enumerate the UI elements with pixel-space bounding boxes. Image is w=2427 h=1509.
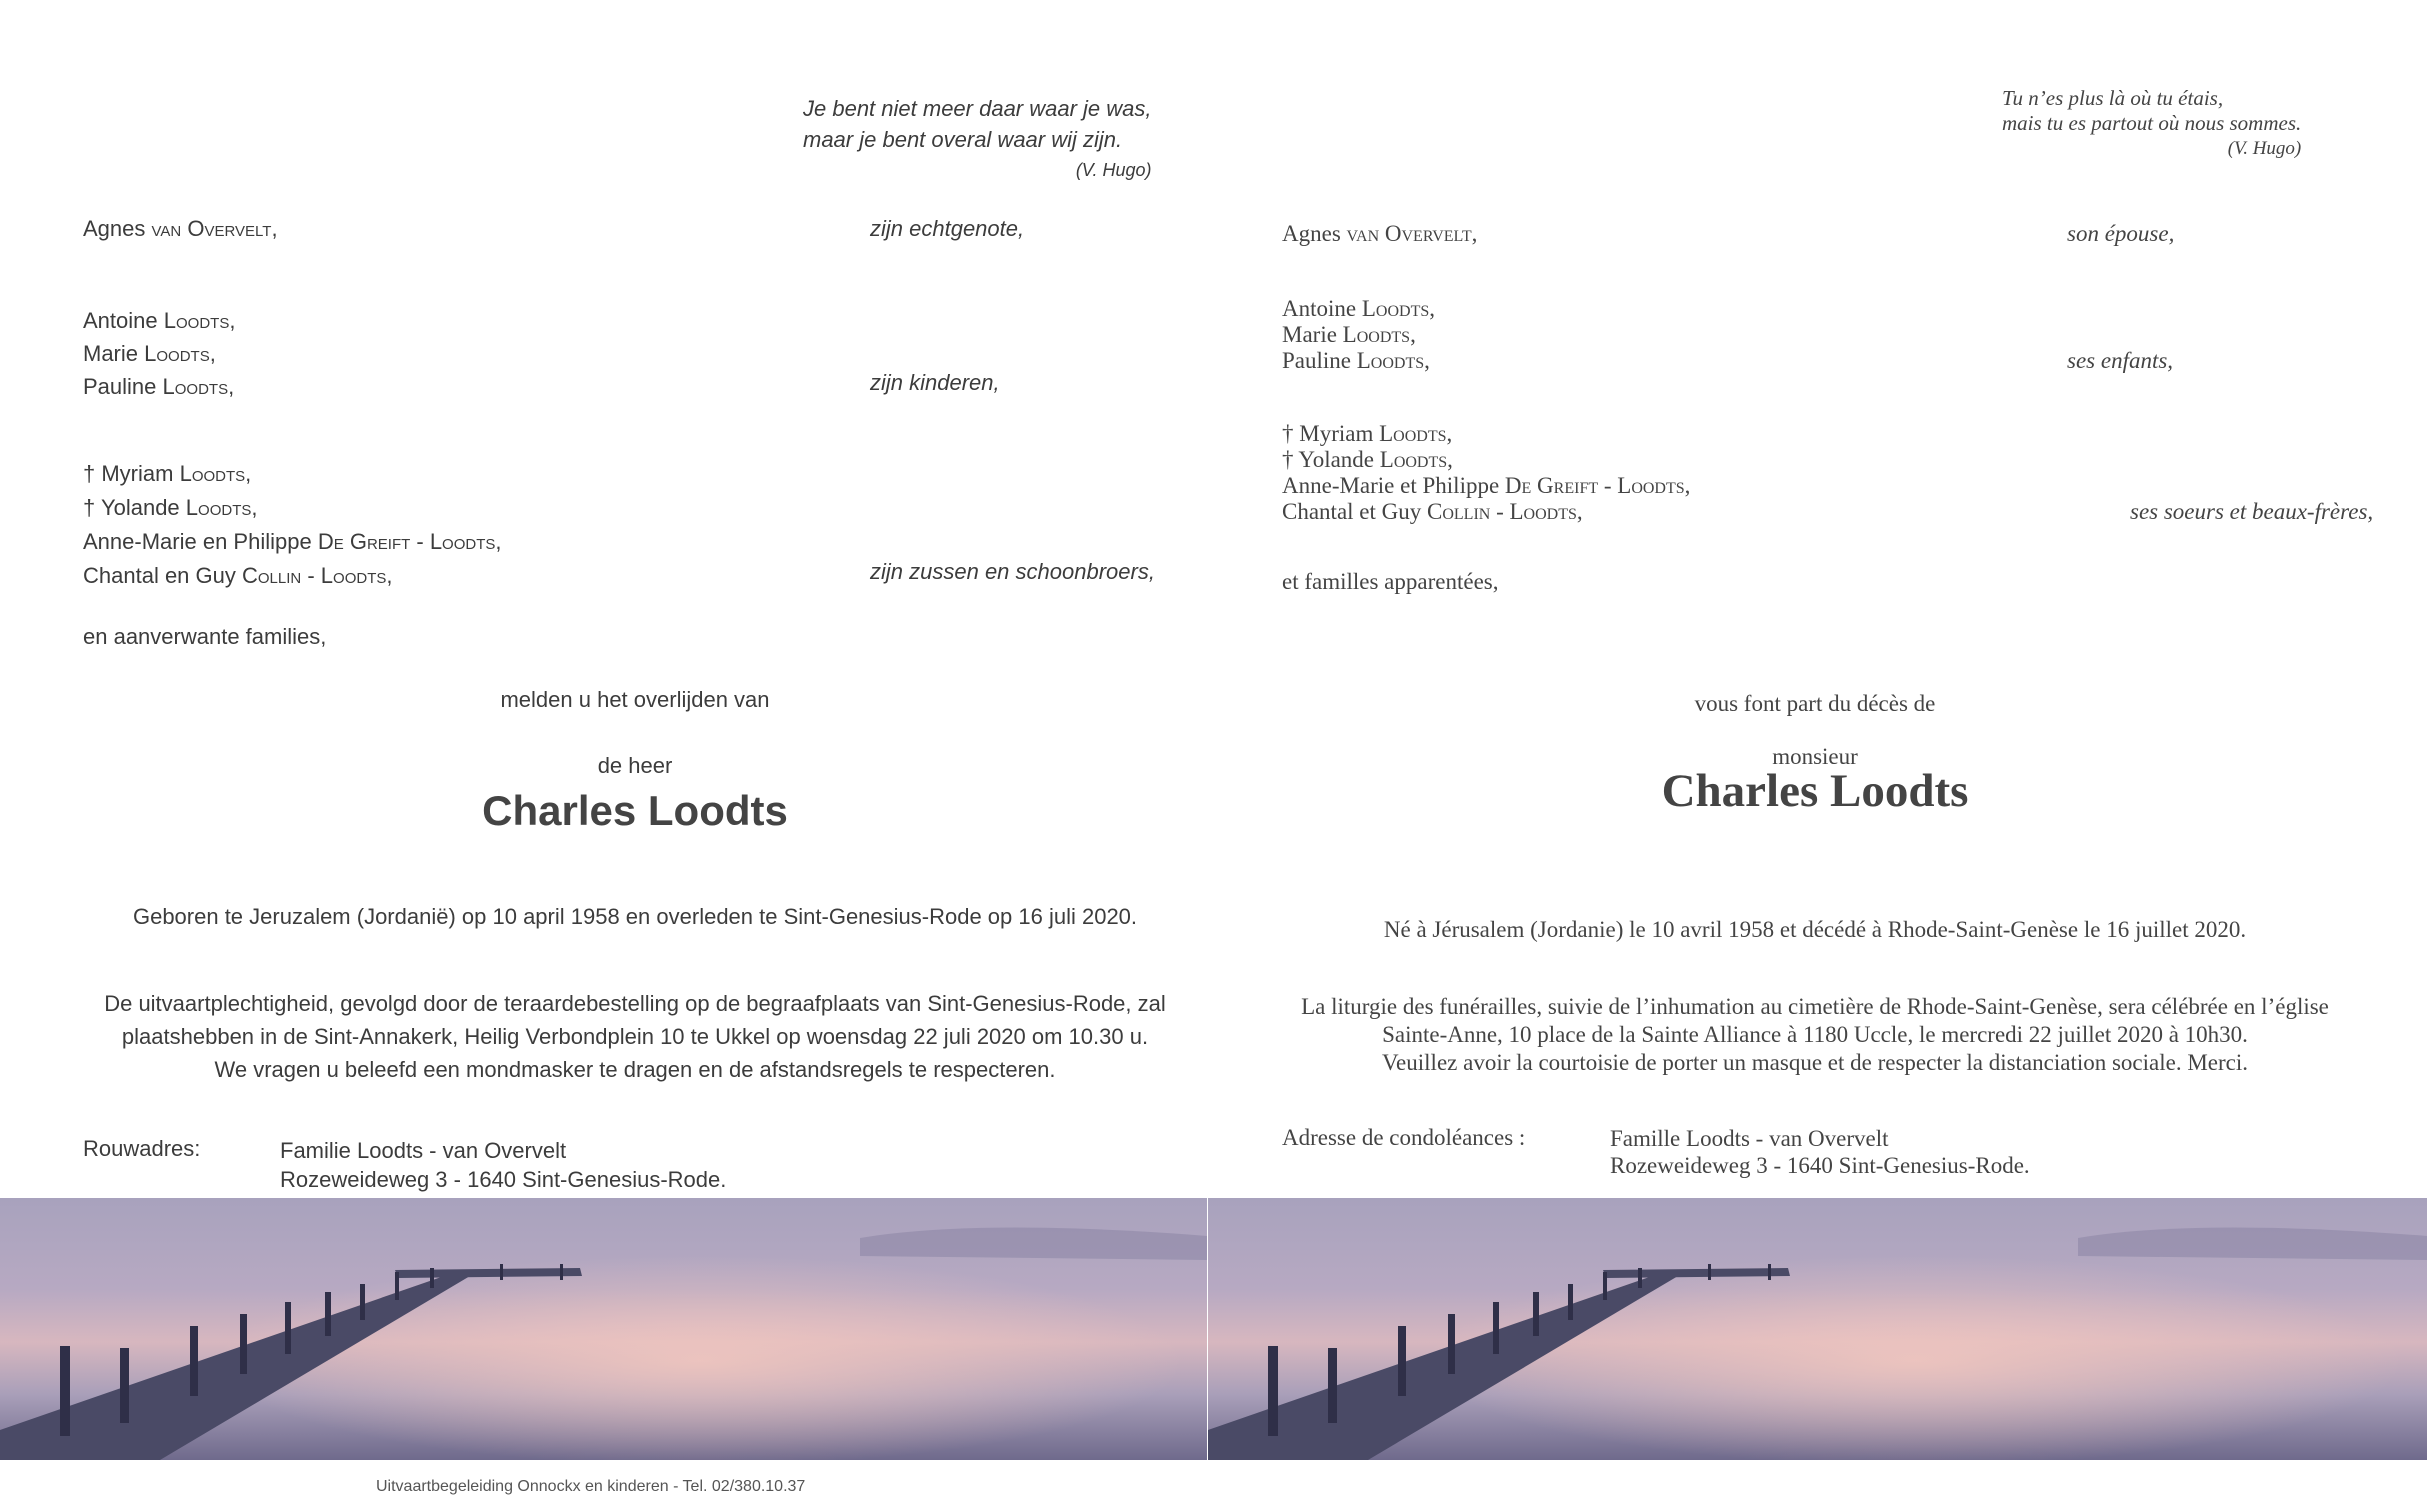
nl-deceased-name: Charles Loodts: [482, 787, 788, 834]
nl-siblings-role: zijn zussen en schoonbroers,: [870, 559, 1155, 584]
fr-address-line: Rozeweideweg 3 - 1640 Sint-Genesius-Rode.: [1610, 1153, 2030, 1178]
nl-address: [280, 1136, 726, 1194]
fr-announce: vous font part du décès de: [1694, 691, 1936, 716]
fr-birth-death: Né à Jérusalem (Jordanie) le 10 avril 1958 et décédé à Rhode-Saint-Genèse le 16 juillet 2020.: [1383, 917, 2247, 942]
fr-address-label: Adresse de condoléances :: [1282, 1125, 1526, 1150]
fr-siblings-role: ses soeurs et beaux-frères,: [2130, 499, 2374, 524]
nl-quote-line-2: maar je bent overal waar wij zijn.: [803, 127, 1123, 152]
fr-sibling: Anne-Marie et Philippe De Greift - Loodts,: [1282, 473, 1691, 498]
nl-ceremony-line: We vragen u beleefd een mondmasker te dragen en de afstandsregels te respecteren.: [214, 1057, 1056, 1082]
nl-child: Pauline Loodts,: [83, 374, 235, 399]
nl-address-line: Rozeweideweg 3 - 1640 Sint-Genesius-Rode.: [280, 1167, 727, 1192]
fr-address: [1610, 1125, 2030, 1179]
nl-child: Antoine Loodts,: [83, 308, 236, 333]
fr-ceremony-line: La liturgie des funérailles, suivie de l’inhumation au cimetière de Rhode-Saint-Genèse, sera célébrée en l’église: [1301, 994, 2329, 1019]
nl-children-list: [83, 304, 235, 403]
nl-quote: [803, 93, 1152, 186]
nl-ceremony-line: De uitvaartplechtigheid, gevolgd door de teraardebestelling op de begraafplaats van Sint-Genesius-Rode, zal: [104, 991, 1166, 1016]
lake-jetty-photo-right: [1208, 1198, 2427, 1460]
lake-jetty-image: [1208, 1198, 2427, 1460]
fr-child: Pauline Loodts,: [1282, 348, 1430, 373]
fr-sibling: † Yolande Loodts,: [1282, 447, 1453, 472]
nl-sibling: Anne-Marie en Philippe De Greift - Loodts,: [83, 529, 502, 554]
nl-children-role: zijn kinderen,: [870, 370, 1000, 395]
nl-sibling: † Yolande Loodts,: [83, 495, 258, 520]
fr-ceremony-line: Veuillez avoir la courtoisie de porter un masque et de respecter la distanciation sociale. Merci.: [1382, 1050, 2248, 1075]
funeral-home-footer: Uitvaartbegeleiding Onnockx en kinderen - Tel. 02/380.10.37: [376, 1478, 806, 1495]
nl-sibling: † Myriam Loodts,: [83, 461, 252, 486]
nl-child: Marie Loodts,: [83, 341, 216, 366]
nl-birth-death: Geboren te Jeruzalem (Jordanië) op 10 april 1958 en overleden te Sint-Genesius-Rode op 16 juli 2020.: [132, 904, 1138, 929]
fr-sibling: † Myriam Loodts,: [1282, 421, 1453, 446]
fr-spouse-role: son épouse,: [2067, 221, 2175, 246]
nl-announce: melden u het overlijden van: [500, 687, 770, 712]
fr-spouse: Agnes van Overvelt,: [1282, 221, 1478, 246]
nl-title: de heer: [597, 753, 673, 778]
fr-child: Antoine Loodts,: [1282, 296, 1435, 321]
nl-quote-attribution: (V. Hugo): [1075, 160, 1152, 180]
nl-spouse: Agnes van Overvelt,: [83, 216, 278, 241]
nl-families: en aanverwante families,: [83, 624, 327, 649]
nl-sibling: Chantal en Guy Collin - Loodts,: [83, 563, 393, 588]
fr-families: et familles apparentées,: [1282, 569, 1499, 594]
fr-quote-line-1: Tu n’es plus là où tu étais,: [2002, 86, 2224, 110]
nl-ceremony: [40, 987, 1230, 1086]
fr-child: Marie Loodts,: [1282, 322, 1416, 347]
fr-sibling: Chantal et Guy Collin - Loodts,: [1282, 499, 1583, 524]
nl-quote-line-1: Je bent niet meer daar waar je was,: [803, 96, 1152, 121]
fr-ceremony-line: Sainte-Anne, 10 place de la Sainte Alliance à 1180 Uccle, le mercredi 22 juillet 2020 à 10h30.: [1382, 1022, 2248, 1047]
fr-quote-line-2: mais tu es partout où nous sommes.: [2002, 111, 2302, 135]
fr-children-role: ses enfants,: [2067, 348, 2174, 373]
lake-jetty-photo-left: [0, 1198, 1207, 1460]
fr-children-list: [1282, 296, 1435, 374]
lake-jetty-image: [0, 1198, 1207, 1460]
fr-address-line: Famille Loodts - van Overvelt: [1610, 1126, 1889, 1151]
fr-title: monsieur: [1772, 744, 1858, 769]
fr-deceased-name: Charles Loodts: [1661, 765, 1969, 817]
nl-siblings-list: [83, 457, 502, 593]
nl-ceremony-line: plaatshebben in de Sint-Annakerk, Heilig Verbondplein 10 te Ukkel op woensdag 22 juli 2020 om 10.30 u.: [121, 1024, 1149, 1049]
fr-quote: [2002, 86, 2301, 161]
nl-address-line: Familie Loodts - van Overvelt: [280, 1138, 567, 1163]
fr-ceremony: [1240, 993, 2390, 1077]
nl-spouse-role: zijn echtgenote,: [870, 216, 1025, 241]
fr-siblings-list: [1282, 421, 1690, 525]
fr-quote-attribution: (V. Hugo): [2227, 138, 2302, 159]
nl-address-label: Rouwadres:: [83, 1136, 201, 1161]
